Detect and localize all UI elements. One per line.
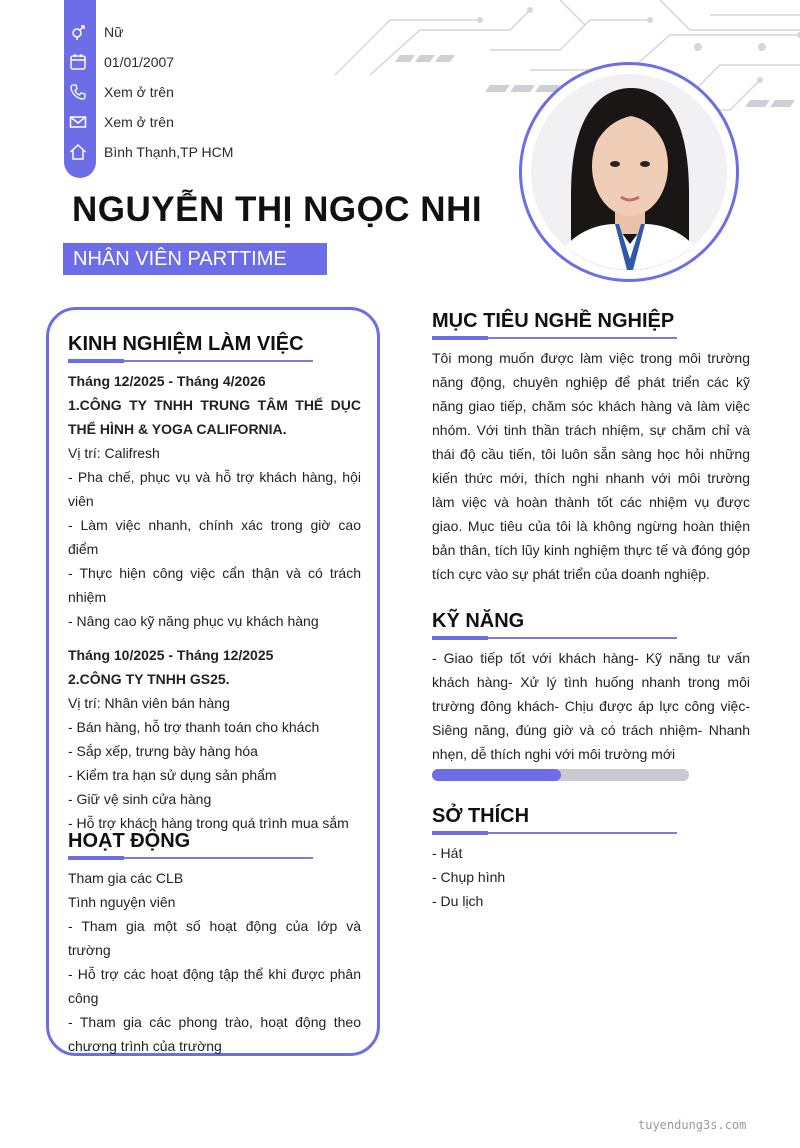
address-text: Bình Thạnh,TP HCM xyxy=(104,144,234,160)
home-icon xyxy=(69,143,87,161)
candidate-name: NGUYỄN THỊ NGỌC NHI xyxy=(72,190,483,229)
job-duty: - Sắp xếp, trưng bày hàng hóa xyxy=(68,743,258,759)
objective-title: MỤC TIÊU NGHỀ NGHIỆP xyxy=(432,310,675,332)
calendar-icon xyxy=(69,53,87,71)
activity-line: Tham gia các CLB xyxy=(68,870,184,886)
skills-title: KỸ NĂNG xyxy=(432,610,525,632)
job-duty: - Bán hàng, hỗ trợ thanh toán cho khách xyxy=(68,719,320,735)
email-text: Xem ở trên xyxy=(104,114,174,130)
activity-line: - Tham gia các phong trào, hoạt động theo chương trình của trường xyxy=(68,1014,361,1054)
job-duty: - Thực hiện công việc cẩn thận và có trách nhiệm xyxy=(68,565,361,605)
phone-icon xyxy=(69,83,87,101)
job-position: Vị trí: Nhân viên bán hàng xyxy=(68,695,230,711)
job-duty: - Làm việc nhanh, chính xác trong giờ cao điểm xyxy=(68,517,361,557)
job-duty: - Pha chế, phục vụ và hỗ trợ khách hàng, hội viên xyxy=(68,469,361,509)
activity-line: Tình nguyện viên xyxy=(68,894,176,910)
contact-phone xyxy=(64,76,324,106)
birthdate-text: 01/01/2007 xyxy=(104,54,175,70)
contact-gender xyxy=(64,16,324,46)
contact-birthdate xyxy=(64,46,324,76)
skill-level-fill xyxy=(432,769,561,781)
job-1 xyxy=(68,369,361,633)
hobby-item: - Du lịch xyxy=(432,893,484,909)
job-company: 1.CÔNG TY TNHH TRUNG TÂM THỂ DỤC THỂ HÌNH & YOGA CALIFORNIA. xyxy=(68,397,361,437)
job-period: Tháng 10/2025 - Tháng 12/2025 xyxy=(68,647,274,663)
activity-line: - Hỗ trợ các hoạt động tập thể khi được phân công xyxy=(68,966,361,1006)
contact-email xyxy=(64,106,324,136)
phone-text: Xem ở trên xyxy=(104,84,174,100)
activities-title: HOẠT ĐỘNG xyxy=(68,830,191,852)
hobbies-title: SỞ THÍCH xyxy=(432,805,530,827)
gender-icon xyxy=(69,23,87,41)
activities-underline xyxy=(68,857,313,859)
job-duty: - Giữ vệ sinh cửa hàng xyxy=(68,791,212,807)
gender-text: Nữ xyxy=(104,24,124,40)
job-duty: - Kiểm tra hạn sử dụng sản phẩm xyxy=(68,767,277,783)
activities-content xyxy=(68,866,361,1058)
activity-line: - Tham gia một số hoạt động của lớp và trường xyxy=(68,918,361,958)
job-duty: - Nâng cao kỹ năng phục vụ khách hàng xyxy=(68,613,319,629)
objective-content xyxy=(432,346,750,586)
skill-level-bar xyxy=(432,769,689,781)
hobby-item: - Chụp hình xyxy=(432,869,506,885)
experience-underline xyxy=(68,360,313,362)
hobbies-content xyxy=(432,841,750,913)
email-icon xyxy=(69,113,87,131)
experience-content xyxy=(68,369,361,835)
job-2 xyxy=(68,643,361,835)
hobby-item: - Hát xyxy=(432,845,463,861)
experience-title: KINH NGHIỆM LÀM VIỆC xyxy=(68,333,304,355)
hobbies-underline xyxy=(432,832,677,834)
job-period: Tháng 12/2025 - Tháng 4/2026 xyxy=(68,373,266,389)
contact-address xyxy=(64,136,324,166)
job-position: Vị trí: Califresh xyxy=(68,445,160,461)
job-duty: - Hỗ trợ khách hàng trong quá trình mua sắm xyxy=(68,815,349,831)
watermark: tuyendung3s.com xyxy=(638,1118,747,1132)
job-company: 2.CÔNG TY TNHH GS25. xyxy=(68,671,230,687)
job-title-banner xyxy=(63,243,327,275)
skills-underline xyxy=(432,637,677,639)
objective-text: Tôi mong muốn được làm việc trong môi trường năng động, chuyên nghiệp để phát triển các kỹ năng giao tiếp, chăm sóc khách hàng và làm việc nhóm. Với tinh thần trách nhiệm, sự chăm chỉ và thái độ cầu tiến, tôi luôn sẵn sàng học hỏi những kiến thức mới, thích nghi nhanh với môi trường làm việc và hoàn thành tốt các nhiệm vụ được giao. Mục tiêu của tôi là không ngừng hoàn thiện bản thân, tích lũy kinh nghiệm thực tế và đóng góp tích cực vào sự phát triển của doanh nghiệp. xyxy=(432,350,750,582)
profile-photo xyxy=(531,74,727,270)
objective-underline xyxy=(432,337,677,339)
skills-text: - Giao tiếp tốt với khách hàng- Kỹ năng tư vấn khách hàng- Xử lý tình huống nhanh trong môi trường đông khách- Chịu được áp lực công việc- Siêng năng, đúng giờ và có trách nhiệm- Nhanh nhẹn, dễ thích nghi với môi trường mới xyxy=(432,650,750,762)
job-title-text: NHÂN VIÊN PARTTIME xyxy=(73,248,287,270)
skills-content xyxy=(432,646,750,766)
